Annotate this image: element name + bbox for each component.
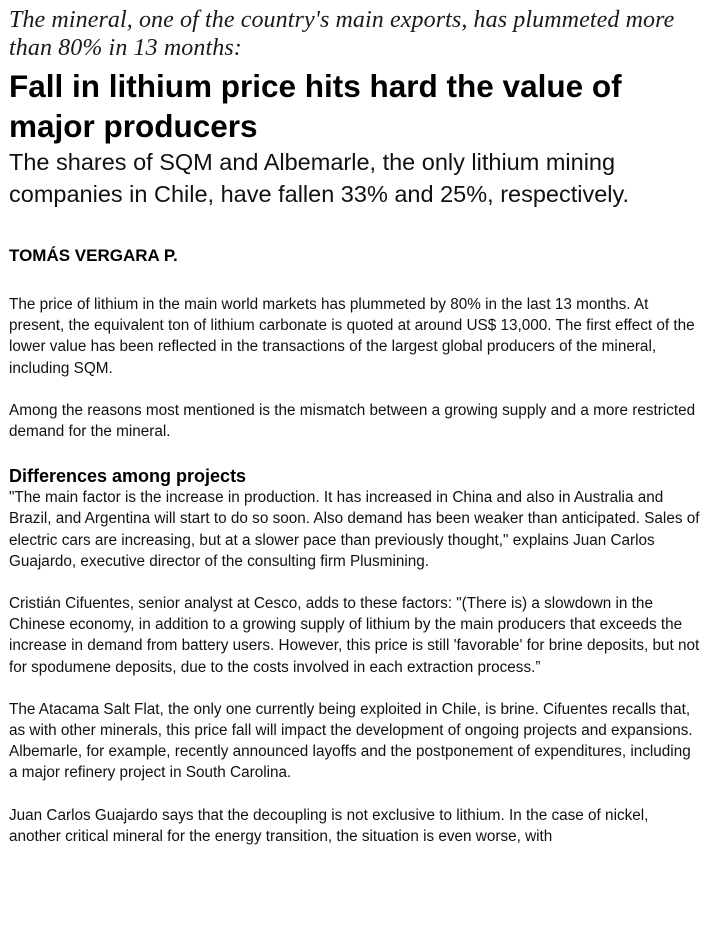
article-deck: The shares of SQM and Albemarle, the only lithium mining companies in Chile, have fallen 33% and 25%, respectively. — [9, 149, 630, 207]
article — [9, 6, 701, 847]
paragraph: Juan Carlos Guajardo says that the decoupling is not exclusive to lithium. In the case of nickel, another critical mineral for the energy transition, the situation is even worse, with — [9, 806, 649, 845]
paragraph: Cristián Cifuentes, senior analyst at Cesco, adds to these factors: "(There is) a slowdown in the Chinese economy, in addition to a growing supply of lithium by the main producers that exceeds the increase in demand from battery users. However, this price is still 'favorable' for brine deposits, but not for spodumene deposits, due to the costs involved in each extraction process.” — [9, 595, 700, 676]
paragraph: Among the reasons most mentioned is the mismatch between a growing supply and a more restricted demand for the mineral. — [9, 401, 696, 441]
paragraph: The Atacama Salt Flat, the only one currently being exploited in Chile, is brine. Cifuentes recalls that, as with other minerals, this price fall will impact the development of ongoing projects and expansions. Albemarle, for example, recently announced layoffs and the postponement of expenditures, including a major refinery project in South Carolina. — [9, 700, 693, 782]
article-kicker: The mineral, one of the country's main exports, has plummeted more than 80% in 13 months: — [9, 7, 675, 61]
article-headline: Fall in lithium price hits hard the value of major producers — [9, 68, 622, 144]
section-heading: Differences among projects — [9, 466, 247, 487]
paragraph: The price of lithium in the main world markets has plummeted by 80% in the last 13 months. At present, the equivalent ton of lithium carbonate is quoted at around US$ 13,000. The first effect of the lower value has been reflected in the transactions of the largest global producers of the mineral, including SQM. — [9, 296, 695, 377]
article-byline: TOMÁS VERGARA P. — [9, 246, 178, 265]
paragraph: "The main factor is the increase in production. It has increased in China and also in Australia and Brazil, and Argentina will start to do so soon. Also demand has been weaker than anticipated. Sales of electric cars are increasing, but at a slower pace than previously thought," explains Juan Carlos Guajardo, executive director of the consulting firm Plusmining. — [9, 489, 700, 570]
